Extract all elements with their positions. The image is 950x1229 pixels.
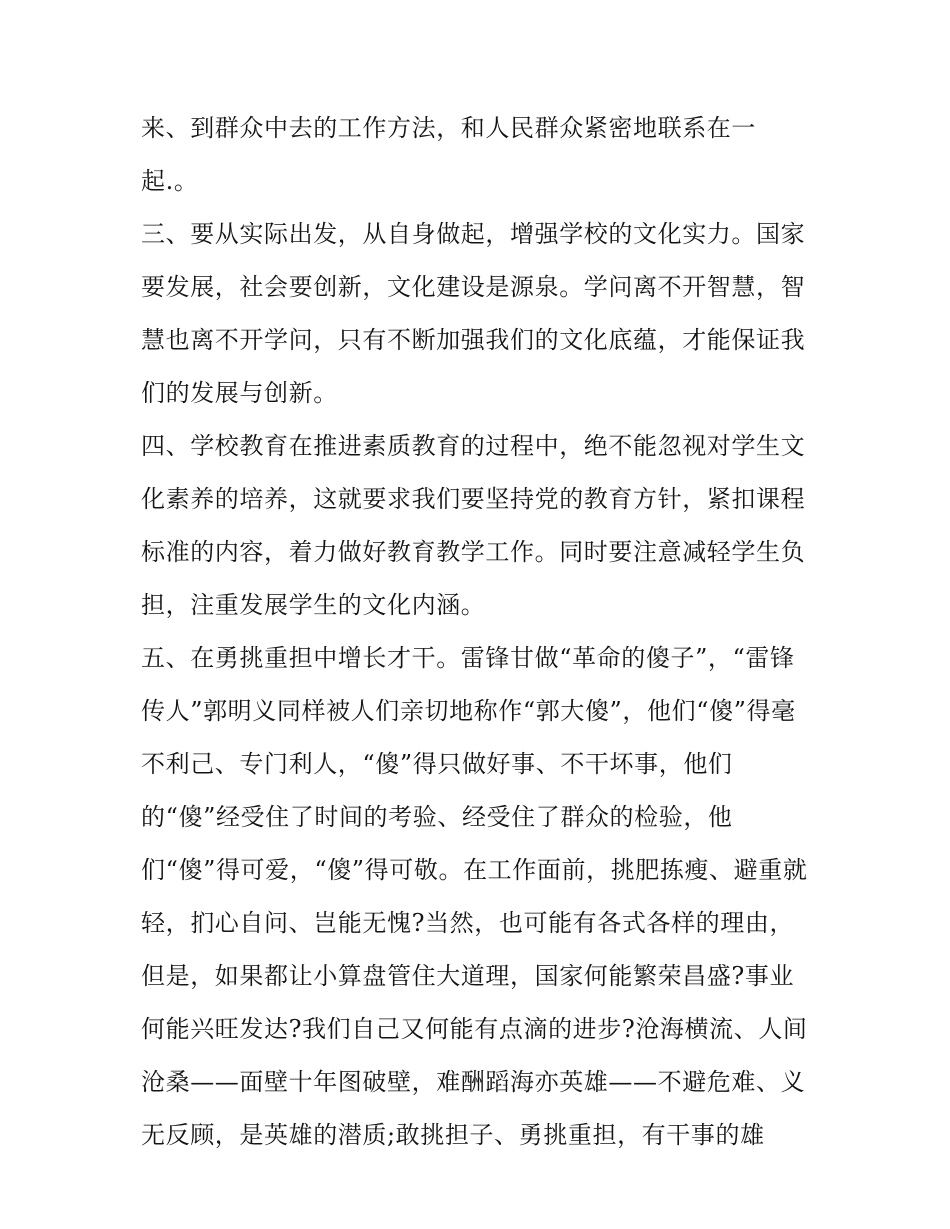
text-line: 四、学校教育在推进素质教育的过程中，绝不能忽视对学生文	[141, 432, 806, 460]
text-line: 要发展，社会要创新，文化建设是源泉。学问离不开智慧，智	[141, 273, 806, 301]
text-line: 起.。	[141, 167, 199, 195]
text-line: 三、要从实际出发，从自身做起，增强学校的文化实力。国家	[141, 220, 806, 248]
text-line: 传人”郭明义同样被人们亲切地称作“郭大傻”，他们“傻”得毫	[141, 697, 796, 725]
text-line: 慧也离不开学问，只有不断加强我们的文化底蕴，才能保证我	[141, 326, 806, 354]
text-line: 沧桑——面壁十年图破壁，难酬蹈海亦英雄——不避危难、义	[141, 1068, 806, 1096]
text-line: 来、到群众中去的工作方法，和人民群众紧密地联系在一	[141, 114, 756, 142]
text-line: 轻，扪心自问、岂能无愧?当然，也可能有各式各样的理由，	[141, 909, 795, 937]
text-line: 担，注重发展学生的文化内涵。	[141, 591, 486, 619]
text-line: 五、在勇挑重担中增长才干。雷锋甘做“革命的傻子”，“雷锋	[141, 644, 795, 672]
text-line: 化素养的培养，这就要求我们要坚持党的教育方针，紧扣课程	[141, 485, 806, 513]
text-line: 标准的内容，着力做好教育教学工作。同时要注意减轻学生负	[141, 538, 806, 566]
text-line: 们的发展与创新。	[141, 379, 338, 407]
text-line: 的“傻”经受住了时间的考验、经受住了群众的检验，他	[141, 803, 733, 831]
text-line: 但是，如果都让小算盘管住大道理，国家何能繁荣昌盛?事业	[141, 962, 795, 990]
text-line: 们“傻”得可爱，“傻”得可敬。在工作面前，挑肥拣瘦、避重就	[141, 856, 808, 884]
text-line: 无反顾，是英雄的潜质;敢挑担子、勇挑重担，有干事的雄	[141, 1121, 765, 1149]
text-line: 不利己、专门利人，“傻”得只做好事、不干坏事，他们	[141, 750, 733, 778]
text-line: 何能兴旺发达?我们自己又何能有点滴的进步?沧海横流、人间	[141, 1015, 808, 1043]
document-body	[141, 102, 821, 1162]
